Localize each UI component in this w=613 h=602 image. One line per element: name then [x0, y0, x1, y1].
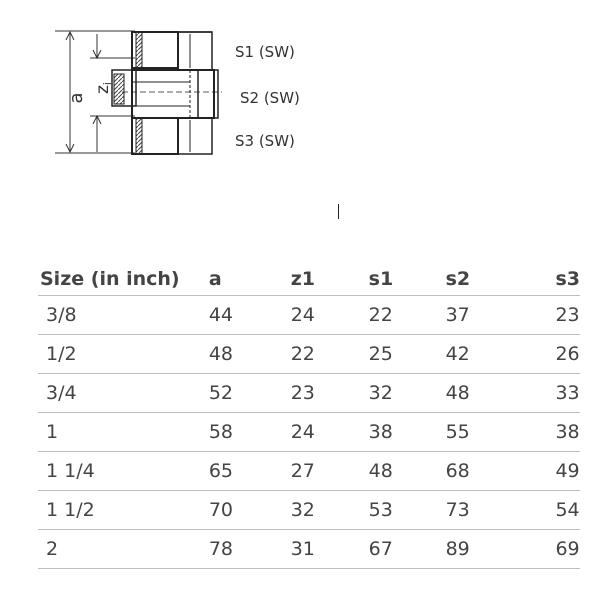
- table-row: [38, 374, 580, 413]
- cell-s3: 33: [549, 374, 580, 413]
- cell-s3: 26: [549, 335, 580, 374]
- cell-size: 3/8: [38, 296, 203, 335]
- table-row: [38, 413, 580, 452]
- table-header-row: [38, 263, 580, 296]
- cell-s3: 38: [549, 413, 580, 452]
- cell-s2: 55: [440, 413, 550, 452]
- union-fitting: [112, 32, 222, 154]
- cell-a: 52: [203, 374, 285, 413]
- label-s1: S1 (SW): [235, 43, 295, 61]
- cell-size: 1/2: [38, 335, 203, 374]
- header-z1: z1: [285, 263, 363, 296]
- cell-a: 65: [203, 452, 285, 491]
- cell-z1: 24: [285, 413, 363, 452]
- cell-s1: 22: [363, 296, 440, 335]
- cell-s2: 68: [440, 452, 550, 491]
- header-s2: s2: [440, 263, 550, 296]
- table-row: [38, 296, 580, 335]
- cell-s2: 48: [440, 374, 550, 413]
- pipe-union-drawing: [50, 22, 340, 172]
- cell-a: 78: [203, 530, 285, 569]
- cell-s1: 67: [363, 530, 440, 569]
- cell-z1: 24: [285, 296, 363, 335]
- label-s3: S3 (SW): [235, 132, 295, 150]
- header-size: Size (in inch): [38, 263, 203, 296]
- cell-s2: 42: [440, 335, 550, 374]
- pipe-union-diagram: [50, 22, 340, 172]
- cell-z1: 31: [285, 530, 363, 569]
- cell-s1: 32: [363, 374, 440, 413]
- cell-z1: 22: [285, 335, 363, 374]
- cell-size: 1: [38, 413, 203, 452]
- cell-z1: 27: [285, 452, 363, 491]
- dimensions-table: [38, 263, 580, 569]
- cell-a: 70: [203, 491, 285, 530]
- cell-s3: 54: [549, 491, 580, 530]
- text-cursor: [338, 204, 339, 219]
- cell-size: 1 1/4: [38, 452, 203, 491]
- cell-s3: 23: [549, 296, 580, 335]
- cell-s2: 73: [440, 491, 550, 530]
- table-row: [38, 530, 580, 569]
- header-s3: s3: [549, 263, 580, 296]
- header-a: a: [203, 263, 285, 296]
- dimension-a-label: a: [66, 92, 87, 104]
- cell-s1: 53: [363, 491, 440, 530]
- cell-z1: 23: [285, 374, 363, 413]
- header-s1: s1: [363, 263, 440, 296]
- cell-a: 48: [203, 335, 285, 374]
- cell-size: 1 1/2: [38, 491, 203, 530]
- table-row: [38, 491, 580, 530]
- cell-a: 44: [203, 296, 285, 335]
- dimension-z-label: zi: [93, 82, 114, 94]
- cell-s1: 38: [363, 413, 440, 452]
- cell-a: 58: [203, 413, 285, 452]
- cell-z1: 32: [285, 491, 363, 530]
- table-row: [38, 452, 580, 491]
- cell-s1: 25: [363, 335, 440, 374]
- cell-size: 2: [38, 530, 203, 569]
- cell-size: 3/4: [38, 374, 203, 413]
- cell-s2: 89: [440, 530, 550, 569]
- label-s2: S2 (SW): [240, 89, 300, 107]
- table-row: [38, 335, 580, 374]
- cell-s1: 48: [363, 452, 440, 491]
- cell-s3: 69: [549, 530, 580, 569]
- cell-s2: 37: [440, 296, 550, 335]
- cell-s3: 49: [549, 452, 580, 491]
